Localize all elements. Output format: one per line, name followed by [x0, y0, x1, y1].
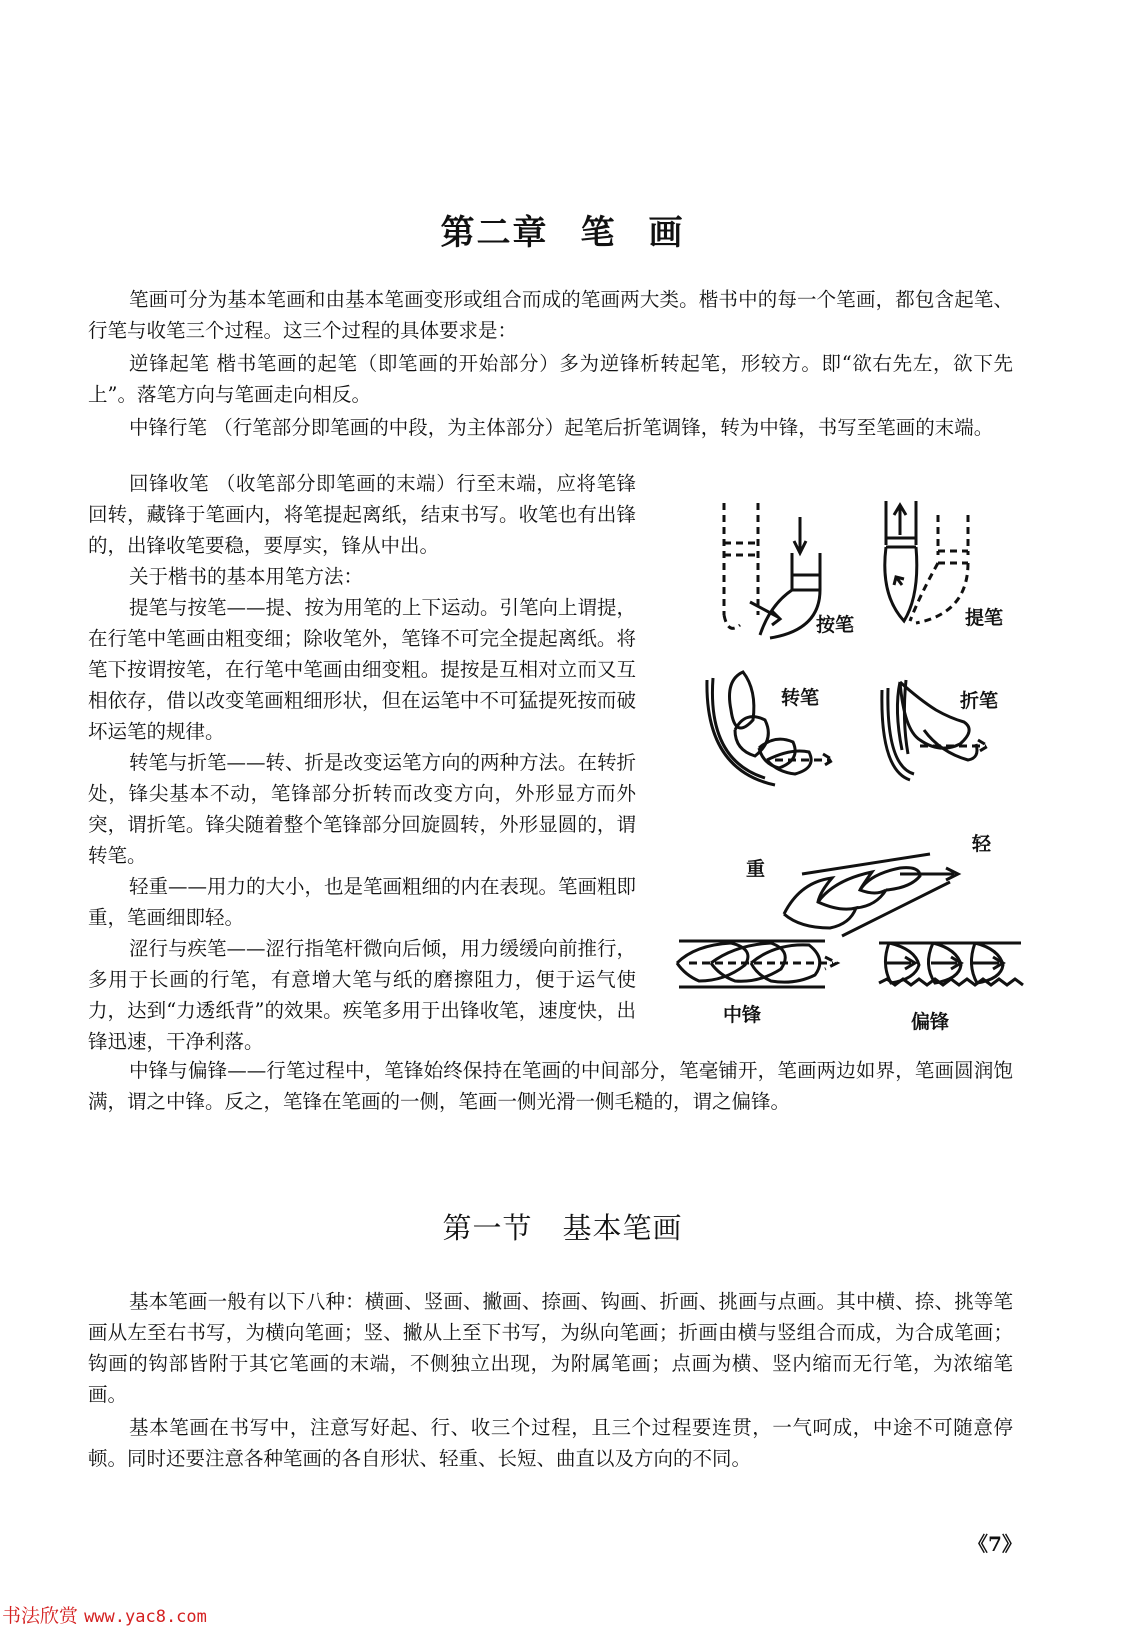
column-paragraph: 轻重——用力的大小，也是笔画粗细的内在表现。笔画粗即重，笔画细即轻。: [88, 875, 637, 929]
page-number: 《7》: [968, 1532, 1022, 1556]
section-number: 第一节: [442, 1211, 533, 1245]
column-paragraph: 转笔与折笔——转、折是改变运笔方向的两种方法。在转折处，锋尖基本不动，笔锋部分折转而改变方向，外形显方而外突，谓折笔。锋尖随着整个笔锋部分回旋圆转，外形显圆的，谓转笔。: [88, 751, 637, 867]
intro-paragraph-3: 中锋行笔 （行笔部分即笔画的中段，为主体部分）起笔后折笔调锋，转为中锋，书写至笔画的末端。: [129, 416, 994, 439]
brush-methods-column: [88, 468, 636, 1057]
column-paragraph: 回锋收笔 （收笔部分即笔画的末端）行至末端，应将笔锋回转，藏锋于笔画内，将笔提起离纸，结束书写。收笔也有出锋的，出锋收笔要稳，要厚实，锋从中出。: [88, 472, 636, 557]
intro-paragraph-1: 笔画可分为基本笔画和由基本笔画变形或组合而成的笔画两大类。楷书中的每一个笔画，都包含起笔、行笔与收笔三个过程。这三个过程的具体要求是：: [88, 288, 1013, 342]
press-brush-illustration: [700, 495, 830, 640]
chapter-title-char-2: 画: [648, 213, 685, 253]
label-side-tip: 偏锋: [911, 1011, 950, 1033]
center-tip-illustration: [675, 935, 845, 995]
column-paragraph: 涩行与疾笔——涩行指笔杆微向后倾，用力缓缓向前推行，多用于长画的行笔，有意增大笔与纸的磨擦阻力，便于运气使力，达到“力透纸背”的效果。疾笔多用于出锋收笔，速度快，出锋迅速，干净利落。: [88, 937, 637, 1053]
chapter-title: [0, 205, 1125, 254]
label-center-tip: 中锋: [723, 1004, 762, 1026]
watermark: [2, 1601, 207, 1628]
basic-strokes-section: [88, 1286, 1013, 1474]
label-heavy: 重: [746, 858, 766, 880]
section-title: [0, 1206, 1125, 1247]
watermark-site-name: 书法欣赏: [2, 1605, 79, 1627]
center-side-tip-paragraph-wrap: [88, 1055, 1013, 1117]
label-fold-brush: 折笔: [960, 690, 999, 712]
label-press-brush: 按笔: [816, 614, 855, 636]
turn-brush-illustration: [705, 660, 845, 790]
section-paragraph-2: 基本笔画在书写中，注意写好起、行、收三个过程，且三个过程要连贯，一气呵成，中途不可随意停顿。同时还要注意各种笔画的各自形状、轻重、长短、曲直以及方向的不同。: [88, 1416, 1013, 1470]
chapter-number: 第二章: [440, 213, 549, 253]
chapter-title-char-1: 笔: [580, 213, 617, 253]
label-light: 轻: [972, 833, 992, 855]
section-paragraph-1: 基本笔画一般有以下八种：横画、竖画、撇画、捺画、钩画、折画、挑画与点画。其中横、捺、挑等笔画从左至右书写，为横向笔画；竖、撇从上至下书写，为纵向笔画；折画由横与竖组合而成，为合成笔画；钩画的钩部皆附于其它笔画的末端，不侧独立出现，为附属笔画；点画为横、竖内缩而无行笔，为浓缩笔画。: [88, 1290, 1013, 1406]
side-tip-illustration: [875, 935, 1025, 995]
column-paragraph: 提笔与按笔——提、按为用笔的上下运动。引笔向上谓提，在行笔中笔画由粗变细；除收笔外，笔锋不可完全提起离纸。将笔下按谓按笔，在行笔中笔画由细变粗。提按是互相对立而又互相依存，借以改变笔画粗细形状，但在运笔中不可猛提死按而破坏运笔的规律。: [88, 596, 637, 743]
intro-section: [88, 284, 1013, 443]
label-turn-brush: 转笔: [781, 687, 820, 709]
watermark-url[interactable]: www.yac8.com: [84, 1607, 207, 1627]
heavy-light-illustration: [780, 852, 980, 942]
center-side-tip-paragraph: 中锋与偏锋——行笔过程中，笔锋始终保持在笔画的中间部分，笔毫铺开，笔画两边如界，笔画圆润饱满，谓之中锋。反之，笔锋在笔画的一侧，笔画一侧光滑一侧毛糙的，谓之偏锋。: [88, 1059, 1013, 1113]
intro-paragraph-2: 逆锋起笔 楷书笔画的起笔（即笔画的开始部分）多为逆锋析转起笔，形较方。即“欲右先左，欲下先上”。落笔方向与笔画走向相反。: [88, 352, 1013, 406]
section-name: 基本笔画: [562, 1211, 683, 1245]
column-paragraph: 关于楷书的基本用笔方法：: [129, 565, 364, 588]
label-lift-brush: 提笔: [965, 607, 1004, 629]
